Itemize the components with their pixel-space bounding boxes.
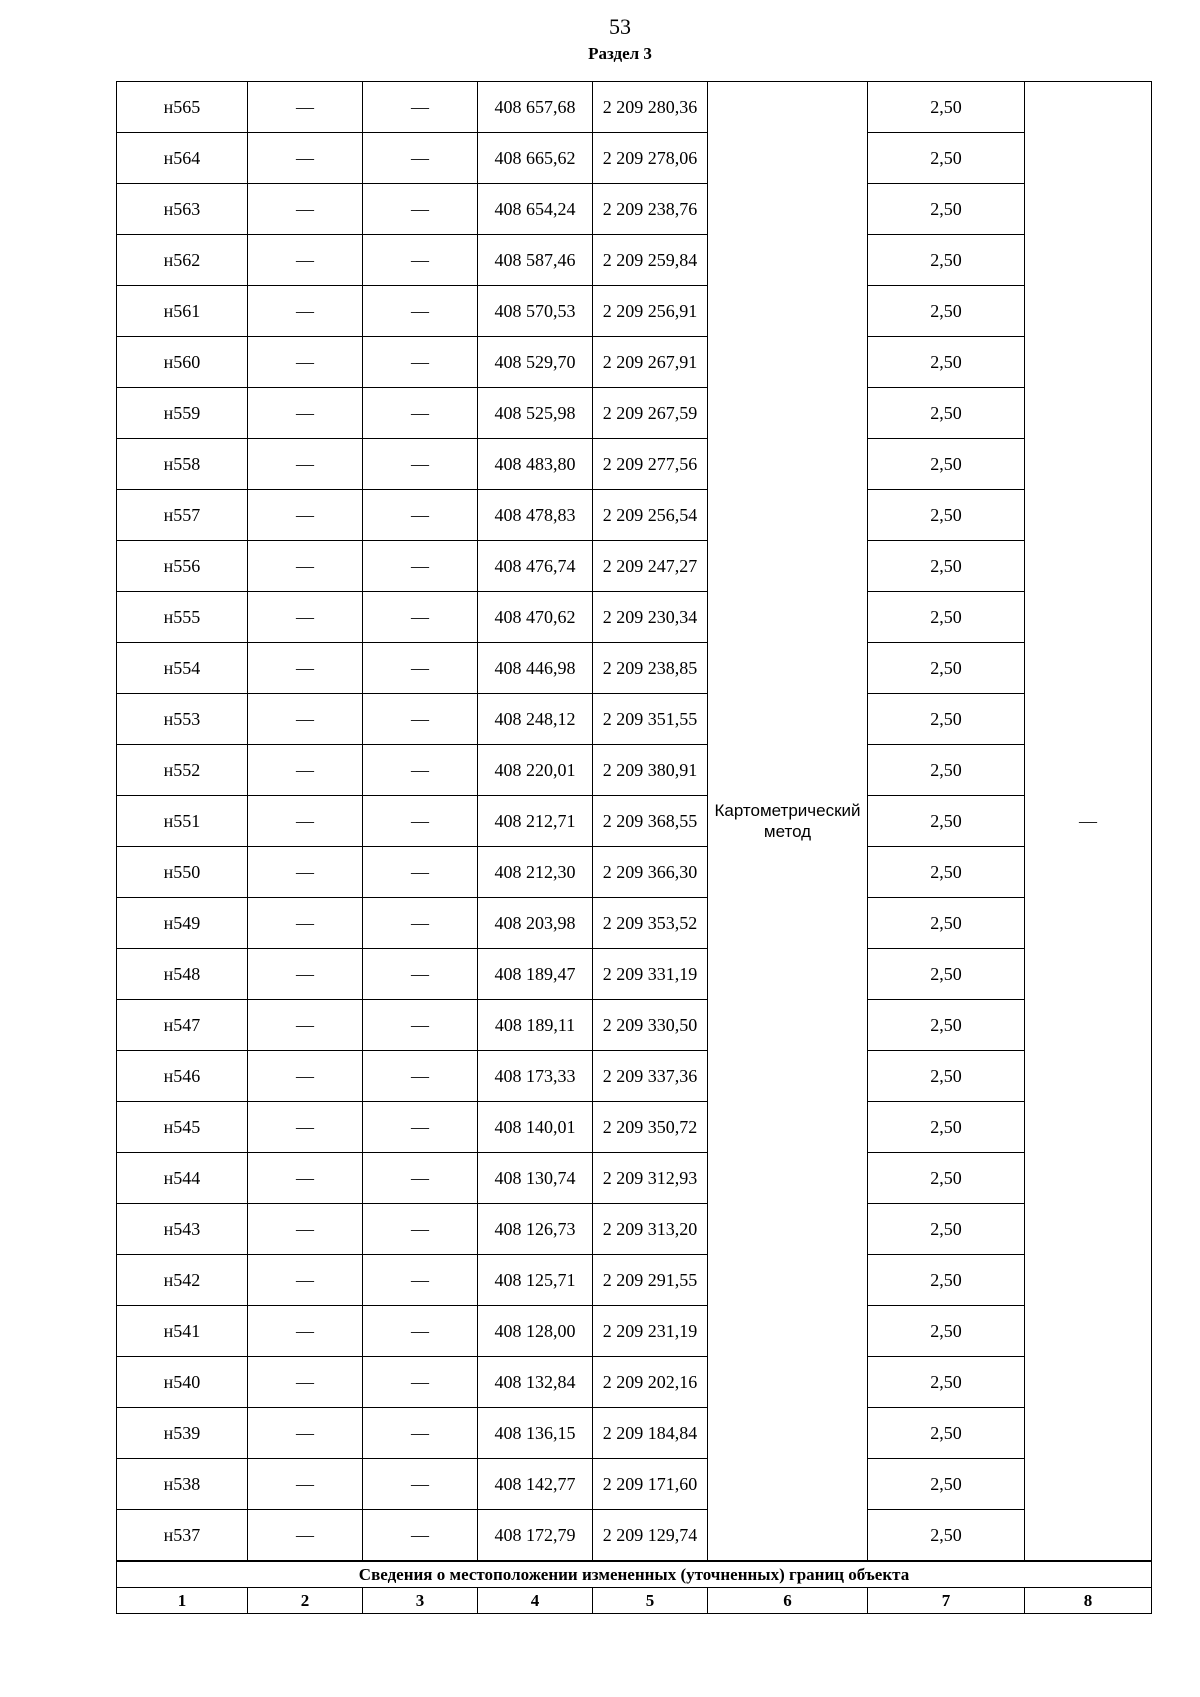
x-coordinate: 408 525,98 [478, 388, 593, 439]
column-3-value: — [363, 235, 478, 286]
page-number: 53 [609, 14, 631, 39]
column-2-value: — [248, 643, 363, 694]
column-2-value: — [248, 898, 363, 949]
accuracy-value: 2,50 [868, 592, 1025, 643]
table-row [117, 388, 1152, 439]
column-2-value: — [248, 1000, 363, 1051]
point-name: н560 [117, 337, 248, 388]
y-coordinate: 2 209 256,54 [593, 490, 708, 541]
point-name: н552 [117, 745, 248, 796]
column-3-value: — [363, 643, 478, 694]
column-3-value: — [363, 82, 478, 133]
column-2-value: — [248, 796, 363, 847]
column-2-value: — [248, 1153, 363, 1204]
column-2-value: — [248, 439, 363, 490]
table-row [117, 337, 1152, 388]
table-row [117, 592, 1152, 643]
column-2-value: — [248, 745, 363, 796]
table-body [117, 82, 1152, 1614]
point-name: н537 [117, 1510, 248, 1562]
point-name: н539 [117, 1408, 248, 1459]
accuracy-value: 2,50 [868, 1255, 1025, 1306]
point-name: н548 [117, 949, 248, 1000]
table-row [117, 796, 1152, 847]
table-row [117, 949, 1152, 1000]
accuracy-value: 2,50 [868, 1204, 1025, 1255]
table-row [117, 1051, 1152, 1102]
table-row [117, 490, 1152, 541]
point-name: н553 [117, 694, 248, 745]
point-name: н554 [117, 643, 248, 694]
column-2-value: — [248, 1051, 363, 1102]
x-coordinate: 408 189,47 [478, 949, 593, 1000]
table-row [117, 286, 1152, 337]
y-coordinate: 2 209 351,55 [593, 694, 708, 745]
x-coordinate: 408 657,68 [478, 82, 593, 133]
accuracy-value: 2,50 [868, 439, 1025, 490]
accuracy-value: 2,50 [868, 1000, 1025, 1051]
table-row [117, 847, 1152, 898]
accuracy-value: 2,50 [868, 82, 1025, 133]
table-row [117, 1000, 1152, 1051]
y-coordinate: 2 209 267,91 [593, 337, 708, 388]
x-coordinate: 408 142,77 [478, 1459, 593, 1510]
point-name: н543 [117, 1204, 248, 1255]
y-coordinate: 2 209 337,36 [593, 1051, 708, 1102]
x-coordinate: 408 140,01 [478, 1102, 593, 1153]
point-name: н547 [117, 1000, 248, 1051]
y-coordinate: 2 209 313,20 [593, 1204, 708, 1255]
column-2-value: — [248, 1408, 363, 1459]
y-coordinate: 2 209 238,85 [593, 643, 708, 694]
x-coordinate: 408 529,70 [478, 337, 593, 388]
table-row [117, 1204, 1152, 1255]
table-row [117, 745, 1152, 796]
accuracy-value: 2,50 [868, 1051, 1025, 1102]
x-coordinate: 408 483,80 [478, 439, 593, 490]
y-coordinate: 2 209 184,84 [593, 1408, 708, 1459]
column-2-value: — [248, 286, 363, 337]
x-coordinate: 408 172,79 [478, 1510, 593, 1562]
accuracy-value: 2,50 [868, 1306, 1025, 1357]
y-coordinate: 2 209 368,55 [593, 796, 708, 847]
accuracy-value: 2,50 [868, 133, 1025, 184]
accuracy-value: 2,50 [868, 388, 1025, 439]
column-3-value: — [363, 541, 478, 592]
table-row [117, 1357, 1152, 1408]
section-title: Раздел 3 [588, 44, 652, 63]
note-cell: — [1025, 82, 1152, 1562]
column-3-value: — [363, 439, 478, 490]
column-3-value: — [363, 1204, 478, 1255]
accuracy-value: 2,50 [868, 949, 1025, 1000]
column-3-value: — [363, 1306, 478, 1357]
accuracy-value: 2,50 [868, 184, 1025, 235]
column-3-value: — [363, 490, 478, 541]
x-coordinate: 408 130,74 [478, 1153, 593, 1204]
x-coordinate: 408 665,62 [478, 133, 593, 184]
y-coordinate: 2 209 129,74 [593, 1510, 708, 1562]
table-row [117, 898, 1152, 949]
accuracy-value: 2,50 [868, 1510, 1025, 1562]
accuracy-value: 2,50 [868, 1153, 1025, 1204]
accuracy-value: 2,50 [868, 694, 1025, 745]
column-2-value: — [248, 235, 363, 286]
table-row [117, 1459, 1152, 1510]
x-coordinate: 408 248,12 [478, 694, 593, 745]
column-number: 6 [708, 1588, 868, 1614]
point-name: н558 [117, 439, 248, 490]
table-row [117, 1153, 1152, 1204]
column-2-value: — [248, 592, 363, 643]
caption-row [117, 1561, 1152, 1588]
point-name: н551 [117, 796, 248, 847]
accuracy-value: 2,50 [868, 286, 1025, 337]
x-coordinate: 408 128,00 [478, 1306, 593, 1357]
point-name: н549 [117, 898, 248, 949]
x-coordinate: 408 587,46 [478, 235, 593, 286]
y-coordinate: 2 209 267,59 [593, 388, 708, 439]
point-name: н561 [117, 286, 248, 337]
accuracy-value: 2,50 [868, 337, 1025, 388]
column-3-value: — [363, 1255, 478, 1306]
column-3-value: — [363, 1357, 478, 1408]
y-coordinate: 2 209 350,72 [593, 1102, 708, 1153]
accuracy-value: 2,50 [868, 847, 1025, 898]
column-3-value: — [363, 898, 478, 949]
point-name: н550 [117, 847, 248, 898]
x-coordinate: 408 212,30 [478, 847, 593, 898]
accuracy-value: 2,50 [868, 1357, 1025, 1408]
point-name: н545 [117, 1102, 248, 1153]
x-coordinate: 408 212,71 [478, 796, 593, 847]
column-3-value: — [363, 1510, 478, 1562]
y-coordinate: 2 209 171,60 [593, 1459, 708, 1510]
table-row [117, 133, 1152, 184]
column-2-value: — [248, 694, 363, 745]
point-name: н556 [117, 541, 248, 592]
y-coordinate: 2 209 312,93 [593, 1153, 708, 1204]
y-coordinate: 2 209 331,19 [593, 949, 708, 1000]
y-coordinate: 2 209 259,84 [593, 235, 708, 286]
point-name: н540 [117, 1357, 248, 1408]
column-3-value: — [363, 133, 478, 184]
accuracy-value: 2,50 [868, 235, 1025, 286]
y-coordinate: 2 209 280,36 [593, 82, 708, 133]
y-coordinate: 2 209 247,27 [593, 541, 708, 592]
column-3-value: — [363, 1102, 478, 1153]
column-3-value: — [363, 847, 478, 898]
y-coordinate: 2 209 231,19 [593, 1306, 708, 1357]
y-coordinate: 2 209 366,30 [593, 847, 708, 898]
method-cell: Картометрический метод [708, 82, 868, 1562]
coordinates-table [116, 81, 1152, 1614]
point-name: н555 [117, 592, 248, 643]
point-name: н546 [117, 1051, 248, 1102]
accuracy-value: 2,50 [868, 643, 1025, 694]
point-name: н542 [117, 1255, 248, 1306]
column-2-value: — [248, 388, 363, 439]
table-row [117, 1510, 1152, 1562]
column-2-value: — [248, 1102, 363, 1153]
accuracy-value: 2,50 [868, 796, 1025, 847]
x-coordinate: 408 173,33 [478, 1051, 593, 1102]
point-name: н541 [117, 1306, 248, 1357]
table-row [117, 1408, 1152, 1459]
column-3-value: — [363, 1051, 478, 1102]
column-2-value: — [248, 1255, 363, 1306]
column-2-value: — [248, 1357, 363, 1408]
y-coordinate: 2 209 202,16 [593, 1357, 708, 1408]
column-number: 5 [593, 1588, 708, 1614]
x-coordinate: 408 203,98 [478, 898, 593, 949]
column-number: 2 [248, 1588, 363, 1614]
column-2-value: — [248, 184, 363, 235]
point-name: н562 [117, 235, 248, 286]
column-2-value: — [248, 541, 363, 592]
table-row [117, 235, 1152, 286]
x-coordinate: 408 125,71 [478, 1255, 593, 1306]
column-number: 1 [117, 1588, 248, 1614]
column-3-value: — [363, 1459, 478, 1510]
x-coordinate: 408 478,83 [478, 490, 593, 541]
table-row [117, 694, 1152, 745]
x-coordinate: 408 189,11 [478, 1000, 593, 1051]
y-coordinate: 2 209 256,91 [593, 286, 708, 337]
point-name: н544 [117, 1153, 248, 1204]
accuracy-value: 2,50 [868, 1408, 1025, 1459]
x-coordinate: 408 476,74 [478, 541, 593, 592]
column-3-value: — [363, 592, 478, 643]
y-coordinate: 2 209 278,06 [593, 133, 708, 184]
column-3-value: — [363, 184, 478, 235]
accuracy-value: 2,50 [868, 490, 1025, 541]
column-2-value: — [248, 337, 363, 388]
point-name: н557 [117, 490, 248, 541]
table-row [117, 541, 1152, 592]
column-2-value: — [248, 949, 363, 1000]
table-row [117, 184, 1152, 235]
point-name: н565 [117, 82, 248, 133]
column-2-value: — [248, 490, 363, 541]
point-name: н559 [117, 388, 248, 439]
column-number: 7 [868, 1588, 1025, 1614]
column-2-value: — [248, 1306, 363, 1357]
accuracy-value: 2,50 [868, 745, 1025, 796]
y-coordinate: 2 209 291,55 [593, 1255, 708, 1306]
point-name: н564 [117, 133, 248, 184]
accuracy-value: 2,50 [868, 541, 1025, 592]
y-coordinate: 2 209 353,52 [593, 898, 708, 949]
x-coordinate: 408 470,62 [478, 592, 593, 643]
point-name: н538 [117, 1459, 248, 1510]
y-coordinate: 2 209 380,91 [593, 745, 708, 796]
y-coordinate: 2 209 330,50 [593, 1000, 708, 1051]
column-3-value: — [363, 949, 478, 1000]
x-coordinate: 408 126,73 [478, 1204, 593, 1255]
column-2-value: — [248, 82, 363, 133]
table-row [117, 82, 1152, 133]
y-coordinate: 2 209 230,34 [593, 592, 708, 643]
column-3-value: — [363, 1408, 478, 1459]
column-3-value: — [363, 286, 478, 337]
column-3-value: — [363, 388, 478, 439]
accuracy-value: 2,50 [868, 1459, 1025, 1510]
accuracy-value: 2,50 [868, 1102, 1025, 1153]
x-coordinate: 408 446,98 [478, 643, 593, 694]
column-3-value: — [363, 745, 478, 796]
x-coordinate: 408 654,24 [478, 184, 593, 235]
x-coordinate: 408 220,01 [478, 745, 593, 796]
table-row [117, 1102, 1152, 1153]
column-2-value: — [248, 133, 363, 184]
x-coordinate: 408 132,84 [478, 1357, 593, 1408]
column-3-value: — [363, 796, 478, 847]
table-caption: Сведения о местоположении измененных (уточненных) границ объекта [117, 1561, 1152, 1588]
column-3-value: — [363, 1000, 478, 1051]
accuracy-value: 2,50 [868, 898, 1025, 949]
column-2-value: — [248, 1204, 363, 1255]
table-row [117, 1306, 1152, 1357]
column-2-value: — [248, 1510, 363, 1562]
table-row [117, 643, 1152, 694]
column-2-value: — [248, 847, 363, 898]
x-coordinate: 408 136,15 [478, 1408, 593, 1459]
x-coordinate: 408 570,53 [478, 286, 593, 337]
column-3-value: — [363, 337, 478, 388]
column-number-row [117, 1588, 1152, 1614]
column-number: 4 [478, 1588, 593, 1614]
column-number: 3 [363, 1588, 478, 1614]
y-coordinate: 2 209 277,56 [593, 439, 708, 490]
column-2-value: — [248, 1459, 363, 1510]
column-3-value: — [363, 694, 478, 745]
table-row [117, 1255, 1152, 1306]
column-3-value: — [363, 1153, 478, 1204]
y-coordinate: 2 209 238,76 [593, 184, 708, 235]
point-name: н563 [117, 184, 248, 235]
column-number: 8 [1025, 1588, 1152, 1614]
table-row [117, 439, 1152, 490]
